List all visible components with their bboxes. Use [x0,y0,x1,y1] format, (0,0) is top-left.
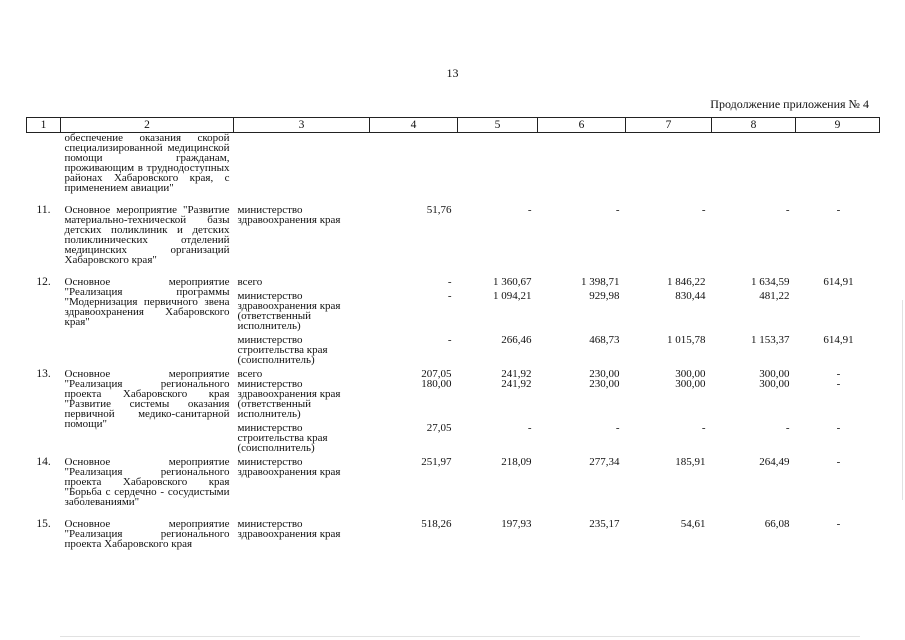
row-value: - [785,204,790,216]
row-value: 1 398,71 [581,276,620,288]
budget-table [26,117,880,549]
row-name: обеспечение оказания скорой специализированной медицинской помощи гражданам, проживающим в труднодоступных районах Хабаровского края, с применением авиации" [64,132,230,194]
row-value: 830,44 [675,290,706,302]
row-executor: министерство здравоохранения края [237,456,341,478]
row-value: 54,61 [680,518,706,530]
row-executor: всего [237,368,263,380]
row-value: 300,00 [759,368,790,380]
row-number: 13. [36,368,51,380]
row-name: Основное мероприятие "Реализация регионального проекта Хабаровского края "Развитие системы оказания первичной медико-санитарной помощи" [64,368,230,430]
column-header: 2 [61,118,234,133]
row-number: 15. [36,518,51,530]
row-value: 468,73 [589,334,620,346]
table-row [27,193,880,265]
row-value: - [836,518,841,530]
row-value: 251,97 [421,456,452,468]
table-row [27,365,880,379]
row-value: - [615,204,620,216]
row-value: 614,91 [823,334,854,346]
row-value: 185,91 [675,456,706,468]
column-header: 5 [458,118,538,133]
table-header-row [27,118,880,133]
row-executor: министерство здравоохранения края [237,204,341,226]
row-value: - [527,204,532,216]
page-number: 13 [446,66,459,80]
row-value: 197,93 [501,518,532,530]
row-value: 1 015,78 [667,334,706,346]
row-value: 230,00 [589,368,620,380]
row-value: - [615,422,620,434]
row-value: - [447,276,452,288]
row-value: 27,05 [426,422,452,434]
row-value: 300,00 [675,368,706,380]
row-name: Основное мероприятие "Реализация программы "Модернизация первичного звена здравоохранения Хабаровского края" [64,276,230,328]
row-value: 241,92 [501,368,532,380]
row-value: 518,26 [421,518,452,530]
row-value: 481,22 [759,290,790,302]
row-value: 230,00 [589,378,620,390]
row-executor: министерство здравоохранения края (ответственный исполнитель) [237,290,341,332]
row-value: 207,05 [421,368,452,380]
table-row [27,507,880,549]
row-value: 264,49 [759,456,790,468]
row-executor: министерство строительства края (соисполнитель) [237,334,328,366]
row-value: - [701,422,706,434]
row-value: - [836,378,841,390]
row-executor: всего [237,276,263,288]
column-header: 4 [370,118,458,133]
row-value: 218,09 [501,456,532,468]
appendix-note: Продолжение приложения № 4 [710,97,869,111]
row-value: 235,17 [589,518,620,530]
row-name: Основное мероприятие "Развитие материально-технической базы детских поликлиник и детских поликлинических отделений медицинских организаций Хабаровского края" [64,204,230,266]
column-header: 6 [538,118,626,133]
column-header: 9 [796,118,880,133]
column-header: 8 [712,118,796,133]
row-value: - [785,422,790,434]
row-value: - [527,422,532,434]
scan-edge-mark [902,300,903,500]
row-value: 66,08 [764,518,790,530]
row-value: - [447,334,452,346]
row-value: 241,92 [501,378,532,390]
row-value: - [836,422,841,434]
row-value: - [836,204,841,216]
row-name: Основное мероприятие "Реализация регионального проекта Хабаровского края [64,518,230,550]
row-number: 14. [36,456,51,468]
row-value: 266,46 [501,334,532,346]
row-executor: министерство здравоохранения края (ответственный исполнитель) [237,378,341,420]
column-header: 7 [626,118,712,133]
row-value: - [836,368,841,380]
scan-bottom-mark [60,636,860,637]
row-executor: министерство строительства края (соисполнитель) [237,422,328,454]
row-executor: министерство здравоохранения края [237,518,341,540]
row-value: 614,91 [823,276,854,288]
row-value: 51,76 [426,204,452,216]
row-value: - [836,456,841,468]
row-number: 11. [36,204,51,216]
row-value: 1 634,59 [751,276,790,288]
row-value: 277,34 [589,456,620,468]
row-value [796,287,880,331]
table-row [27,265,880,287]
row-value: 1 846,22 [667,276,706,288]
row-value: 180,00 [421,378,452,390]
row-value: - [447,290,452,302]
row-value: 1 094,21 [493,290,532,302]
row-value: 1 153,37 [751,334,790,346]
column-header: 1 [27,118,61,133]
table-row [27,133,880,194]
table-row [27,453,880,507]
row-value: 300,00 [759,378,790,390]
row-value: 929,98 [589,290,620,302]
row-value: - [701,204,706,216]
row-number: 12. [36,276,51,288]
row-value: 300,00 [675,378,706,390]
row-value: 1 360,67 [493,276,532,288]
column-header: 3 [234,118,370,133]
row-name: Основное мероприятие "Реализация регионального проекта Хабаровского края "Борьба с сердечно - сосудистыми заболеваниями" [64,456,230,508]
